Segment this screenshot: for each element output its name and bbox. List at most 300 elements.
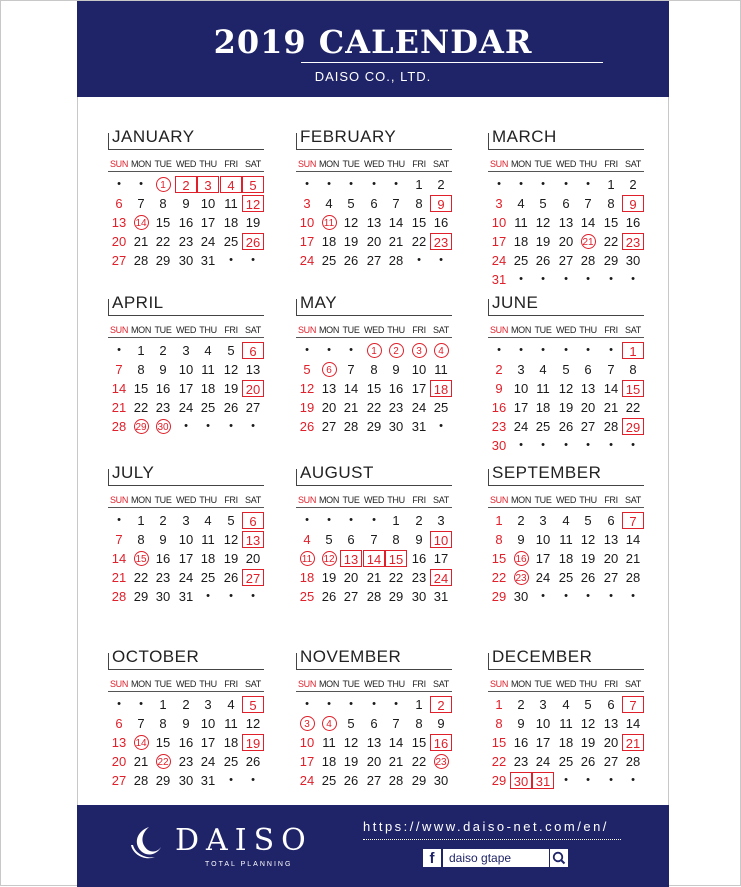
day-cell: 26 (223, 570, 239, 585)
day-cell: 18 (223, 215, 239, 230)
empty-day: • (229, 254, 233, 266)
day-cell: 24 (178, 570, 194, 585)
empty-day: • (631, 273, 635, 285)
day-cell: 16 (178, 735, 194, 750)
weekday-label: SUN (297, 159, 317, 169)
empty-day: • (609, 590, 613, 602)
weekday-label: MON (510, 325, 532, 335)
day-cell: 8 (370, 362, 378, 377)
day-cell: 9 (182, 196, 190, 211)
url-dotted-rule (363, 839, 621, 840)
day-cell: 1 (137, 513, 145, 528)
search-icon[interactable] (550, 849, 568, 867)
weekday-rule (296, 507, 452, 508)
holiday-day (130, 214, 152, 231)
day-cell: 9 (517, 532, 525, 547)
boxed-day: 3 (197, 176, 219, 193)
day-cell: 18 (299, 570, 315, 585)
weekday-label: TUE (154, 159, 172, 169)
boxed-day: 24 (430, 569, 452, 586)
day-cell: 20 (580, 400, 596, 415)
day-cell: 20 (321, 400, 337, 415)
day-cell: 29 (366, 419, 382, 434)
day-cell: 20 (558, 234, 574, 249)
weekday-label: FRI (604, 325, 618, 335)
boxed-day: 26 (242, 233, 264, 250)
day-cell: 14 (580, 215, 596, 230)
day-cell: 12 (343, 735, 359, 750)
boxed-day: 13 (340, 550, 362, 567)
day-cell: 25 (535, 419, 551, 434)
weekday-label: FRI (412, 325, 426, 335)
day-cell: 30 (155, 589, 171, 604)
day-cell: 9 (159, 532, 167, 547)
day-cell: 6 (115, 716, 123, 731)
day-cell: 7 (115, 362, 123, 377)
day-cell: 6 (370, 716, 378, 731)
day-cell: 2 (159, 343, 167, 358)
day-cell: 12 (343, 215, 359, 230)
weekday-label: SUN (109, 325, 129, 335)
day-cell: 1 (495, 513, 503, 528)
month-rule-vertical (296, 469, 297, 486)
day-cell: 31 (200, 253, 216, 268)
day-cell: 26 (580, 754, 596, 769)
boxed-day: 9 (622, 195, 644, 212)
empty-day: • (349, 698, 353, 710)
month-rule-vertical (488, 469, 489, 486)
weekday-rule (296, 691, 452, 692)
empty-day: • (305, 514, 309, 526)
empty-day: • (631, 774, 635, 786)
boxed-day: 20 (242, 380, 264, 397)
empty-day: • (349, 178, 353, 190)
day-cell: 7 (137, 196, 145, 211)
month-rule-vertical (108, 133, 109, 150)
day-cell: 29 (491, 773, 507, 788)
search-box[interactable]: daiso gtape (443, 849, 549, 867)
day-cell: 28 (580, 253, 596, 268)
day-cell: 14 (388, 215, 404, 230)
day-cell: 21 (111, 400, 127, 415)
boxed-day: 4 (220, 176, 242, 193)
month-name: JUNE (492, 293, 539, 312)
weekday-label: THU (199, 325, 217, 335)
empty-day: • (586, 344, 590, 356)
day-cell: 18 (535, 400, 551, 415)
boxed-day: 6 (242, 342, 264, 359)
day-cell: 26 (245, 754, 261, 769)
day-cell: 30 (178, 253, 194, 268)
holiday-circle: 11 (322, 215, 337, 230)
weekday-label: WED (555, 325, 577, 335)
weekday-label: SAT (433, 325, 449, 335)
day-cell: 9 (495, 381, 503, 396)
month-rule (296, 149, 452, 150)
day-cell: 20 (603, 551, 619, 566)
day-cell: 15 (491, 735, 507, 750)
day-cell: 20 (245, 551, 261, 566)
day-cell: 13 (558, 215, 574, 230)
day-cell: 23 (388, 400, 404, 415)
day-cell: 3 (539, 513, 547, 528)
day-cell: 4 (325, 196, 333, 211)
website-url[interactable]: https://www.daiso-net.com/en/ (363, 819, 609, 834)
day-cell: 18 (321, 234, 337, 249)
day-cell: 13 (366, 735, 382, 750)
empty-day: • (439, 420, 443, 432)
month-name: JANUARY (112, 127, 195, 146)
facebook-icon[interactable]: f (423, 849, 441, 867)
boxed-day: 23 (430, 233, 452, 250)
day-cell: 28 (366, 589, 382, 604)
holiday-circle: 1 (367, 343, 382, 358)
boxed-day: 18 (430, 380, 452, 397)
day-cell: 17 (299, 754, 315, 769)
weekday-label: TUE (154, 325, 172, 335)
empty-day: • (519, 273, 523, 285)
weekday-label: THU (579, 495, 597, 505)
empty-day: • (327, 698, 331, 710)
day-cell: 20 (111, 754, 127, 769)
day-cell: 22 (388, 570, 404, 585)
day-cell: 7 (607, 362, 615, 377)
day-cell: 28 (133, 253, 149, 268)
weekday-label: SAT (625, 159, 641, 169)
empty-day: • (586, 774, 590, 786)
holiday-circle: 16 (514, 551, 529, 566)
day-cell: 31 (200, 773, 216, 788)
weekday-label: MON (130, 325, 152, 335)
day-cell: 13 (111, 735, 127, 750)
day-cell: 6 (347, 532, 355, 547)
holiday-circle: 23 (514, 570, 529, 585)
empty-day: • (417, 254, 421, 266)
weekday-label: THU (387, 159, 405, 169)
day-cell: 16 (513, 735, 529, 750)
weekday-label: SAT (245, 495, 261, 505)
weekday-label: TUE (534, 679, 552, 689)
day-cell: 19 (535, 234, 551, 249)
month-rule-vertical (488, 653, 489, 670)
boxed-day: 23 (622, 233, 644, 250)
day-cell: 28 (111, 419, 127, 434)
day-cell: 26 (343, 253, 359, 268)
weekday-label: THU (387, 325, 405, 335)
day-cell: 1 (415, 177, 423, 192)
day-cell: 7 (347, 362, 355, 377)
day-cell: 21 (366, 570, 382, 585)
weekday-label: TUE (342, 495, 360, 505)
weekday-label: SAT (245, 679, 261, 689)
day-cell: 20 (111, 234, 127, 249)
empty-day: • (609, 344, 613, 356)
day-cell: 15 (366, 381, 382, 396)
empty-day: • (541, 439, 545, 451)
boxed-day: 7 (622, 696, 644, 713)
day-cell: 28 (603, 419, 619, 434)
day-cell: 5 (539, 196, 547, 211)
day-cell: 7 (115, 532, 123, 547)
day-cell: 11 (434, 362, 448, 377)
empty-day: • (327, 178, 331, 190)
day-cell: 21 (388, 754, 404, 769)
day-cell: 27 (245, 400, 261, 415)
holiday-circle: 30 (156, 419, 171, 434)
day-cell: 28 (388, 773, 404, 788)
day-cell: 15 (155, 215, 171, 230)
day-cell: 23 (411, 570, 427, 585)
empty-day: • (349, 344, 353, 356)
empty-day: • (519, 439, 523, 451)
day-cell: 2 (495, 362, 503, 377)
weekday-label: SUN (109, 159, 129, 169)
holiday-circle: 15 (134, 551, 149, 566)
boxed-day: 16 (430, 734, 452, 751)
day-cell: 30 (411, 589, 427, 604)
empty-day: • (541, 178, 545, 190)
weekday-label: SUN (489, 495, 509, 505)
empty-day: • (117, 514, 121, 526)
day-cell: 23 (491, 419, 507, 434)
weekday-label: WED (363, 679, 385, 689)
holiday-day (510, 569, 532, 586)
boxed-day: 1 (622, 342, 644, 359)
day-cell: 27 (603, 754, 619, 769)
month-name: OCTOBER (112, 647, 200, 666)
month-name: FEBRUARY (300, 127, 397, 146)
boxed-day: 14 (363, 550, 385, 567)
empty-day: • (251, 420, 255, 432)
day-cell: 23 (513, 754, 529, 769)
boxed-day: 9 (430, 195, 452, 212)
day-cell: 19 (580, 551, 596, 566)
holiday-day (130, 550, 152, 567)
day-cell: 17 (411, 381, 427, 396)
weekday-rule (296, 337, 452, 338)
day-cell: 13 (603, 716, 619, 731)
month-rule-vertical (108, 653, 109, 670)
day-cell: 5 (325, 532, 333, 547)
holiday-day (152, 418, 174, 435)
empty-day: • (206, 420, 210, 432)
day-cell: 24 (491, 253, 507, 268)
month-rule (108, 149, 264, 150)
holiday-circle: 29 (134, 419, 149, 434)
day-cell: 28 (625, 570, 641, 585)
day-cell: 27 (580, 419, 596, 434)
weekday-label: FRI (224, 325, 238, 335)
day-cell: 12 (558, 381, 574, 396)
day-cell: 5 (584, 697, 592, 712)
day-cell: 2 (159, 513, 167, 528)
weekday-label: MON (130, 495, 152, 505)
day-cell: 29 (491, 589, 507, 604)
weekday-label: MON (318, 325, 340, 335)
empty-day: • (519, 344, 523, 356)
holiday-circle: 22 (156, 754, 171, 769)
holiday-day (152, 176, 174, 193)
day-cell: 12 (299, 381, 315, 396)
month-rule (296, 315, 452, 316)
empty-day: • (609, 774, 613, 786)
day-cell: 6 (607, 697, 615, 712)
day-cell: 8 (415, 716, 423, 731)
day-cell: 14 (603, 381, 619, 396)
holiday-day (430, 342, 452, 359)
day-cell: 20 (343, 570, 359, 585)
holiday-circle: 12 (322, 551, 337, 566)
weekday-label: FRI (412, 679, 426, 689)
day-cell: 3 (517, 362, 525, 377)
day-cell: 15 (411, 735, 427, 750)
month-name: DECEMBER (492, 647, 593, 666)
day-cell: 20 (603, 735, 619, 750)
holiday-day (296, 715, 318, 732)
day-cell: 1 (495, 697, 503, 712)
empty-day: • (609, 273, 613, 285)
day-cell: 27 (111, 773, 127, 788)
day-cell: 6 (584, 362, 592, 377)
day-cell: 5 (562, 362, 570, 377)
weekday-label: FRI (604, 679, 618, 689)
day-cell: 27 (558, 253, 574, 268)
holiday-circle: 1 (156, 177, 171, 192)
day-cell: 19 (223, 381, 239, 396)
day-cell: 1 (392, 513, 400, 528)
day-cell: 21 (388, 234, 404, 249)
day-cell: 14 (111, 381, 127, 396)
day-cell: 10 (299, 215, 315, 230)
day-cell: 12 (580, 716, 596, 731)
weekday-label: FRI (224, 495, 238, 505)
day-cell: 31 (178, 589, 194, 604)
logo-subtitle: TOTAL PLANNING (205, 861, 293, 868)
month-name: AUGUST (300, 463, 374, 482)
day-cell: 19 (223, 551, 239, 566)
weekday-label: MON (510, 679, 532, 689)
day-cell: 10 (200, 716, 216, 731)
empty-day: • (251, 590, 255, 602)
day-cell: 14 (625, 532, 641, 547)
empty-day: • (305, 698, 309, 710)
day-cell: 30 (513, 589, 529, 604)
month-rule (108, 669, 264, 670)
boxed-day: 6 (242, 512, 264, 529)
day-cell: 11 (559, 532, 573, 547)
holiday-day (318, 214, 340, 231)
day-cell: 25 (200, 400, 216, 415)
weekday-label: TUE (154, 495, 172, 505)
day-cell: 19 (580, 735, 596, 750)
month-name: MARCH (492, 127, 557, 146)
day-cell: 5 (227, 343, 235, 358)
day-cell: 10 (491, 215, 507, 230)
day-cell: 4 (204, 343, 212, 358)
empty-day: • (586, 273, 590, 285)
holiday-day (152, 753, 174, 770)
day-cell: 22 (603, 234, 619, 249)
empty-day: • (394, 698, 398, 710)
weekday-label: TUE (534, 159, 552, 169)
day-cell: 30 (491, 438, 507, 453)
weekday-label: FRI (224, 679, 238, 689)
empty-day: • (541, 344, 545, 356)
day-cell: 21 (343, 400, 359, 415)
day-cell: 10 (411, 362, 427, 377)
day-cell: 26 (299, 419, 315, 434)
day-cell: 11 (201, 362, 215, 377)
weekday-label: SAT (433, 679, 449, 689)
weekday-label: WED (175, 159, 197, 169)
holiday-circle: 2 (389, 343, 404, 358)
weekday-label: WED (363, 159, 385, 169)
calendar-footer (77, 805, 669, 887)
holiday-day (430, 753, 452, 770)
calendar-title: 2019 CALENDAR (213, 23, 533, 61)
empty-day: • (206, 590, 210, 602)
boxed-day: 5 (242, 176, 264, 193)
weekday-rule (296, 171, 452, 172)
day-cell: 15 (603, 215, 619, 230)
day-cell: 8 (607, 196, 615, 211)
holiday-day (408, 342, 430, 359)
holiday-day (318, 550, 340, 567)
weekday-label: THU (387, 679, 405, 689)
day-cell: 14 (343, 381, 359, 396)
boxed-day: 30 (510, 772, 532, 789)
day-cell: 5 (584, 513, 592, 528)
day-cell: 5 (347, 716, 355, 731)
day-cell: 27 (603, 570, 619, 585)
day-cell: 29 (411, 773, 427, 788)
day-cell: 8 (495, 716, 503, 731)
day-cell: 24 (513, 419, 529, 434)
day-cell: 22 (491, 754, 507, 769)
boxed-day: 31 (532, 772, 554, 789)
day-cell: 18 (223, 735, 239, 750)
day-cell: 9 (517, 716, 525, 731)
day-cell: 16 (388, 381, 404, 396)
day-cell: 28 (388, 253, 404, 268)
month-name: JULY (112, 463, 155, 482)
day-cell: 22 (411, 234, 427, 249)
day-cell: 22 (411, 754, 427, 769)
empty-day: • (541, 273, 545, 285)
day-cell: 5 (303, 362, 311, 377)
empty-day: • (586, 439, 590, 451)
day-cell: 21 (111, 570, 127, 585)
day-cell: 17 (178, 551, 194, 566)
day-cell: 18 (513, 234, 529, 249)
boxed-day: 5 (242, 696, 264, 713)
empty-day: • (349, 514, 353, 526)
weekday-label: TUE (534, 325, 552, 335)
holiday-day (130, 734, 152, 751)
day-cell: 17 (513, 400, 529, 415)
day-cell: 23 (155, 400, 171, 415)
day-cell: 25 (223, 234, 239, 249)
day-cell: 25 (558, 570, 574, 585)
weekday-label: WED (175, 679, 197, 689)
boxed-day: 27 (242, 569, 264, 586)
day-cell: 17 (433, 551, 449, 566)
day-cell: 29 (155, 773, 171, 788)
holiday-day (318, 715, 340, 732)
day-cell: 11 (514, 215, 528, 230)
month-name: NOVEMBER (300, 647, 402, 666)
day-cell: 24 (200, 234, 216, 249)
